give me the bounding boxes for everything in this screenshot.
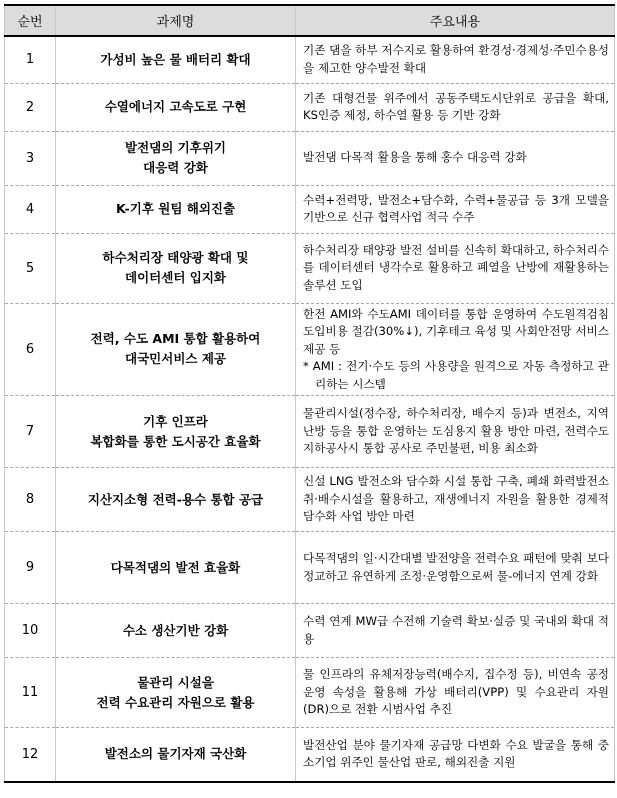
row-title: 다목적댐의 발전 효율화 — [56, 532, 296, 604]
row-number: 8 — [5, 468, 56, 532]
row-title: 수소 생산기반 강화 — [56, 604, 296, 658]
row-title: 가성비 높은 물 배터리 확대 — [56, 36, 296, 83]
row-number: 11 — [5, 658, 56, 728]
row-footnote: * AMI : 전기·수도 등의 사용량을 원격으로 자동 측정하고 관리하는 시스템 — [303, 359, 609, 391]
table-row — [5, 532, 615, 604]
row-description: 발전산업 분야 물기자재 공급망 다변화 수요 발굴을 통해 중소기업 위주인 물산업 판로, 해외진출 지원 — [296, 728, 615, 782]
row-description: 물 인프라의 유체저장능력(배수지, 집수정 등), 비연속 공정 운영 속성을 활용해 가상 배터리(VPP) 및 수요관리 자원(DR)으로 전환 시범사업 추진 — [296, 658, 615, 728]
table-row — [5, 185, 615, 233]
table-row — [5, 468, 615, 532]
row-number: 5 — [5, 233, 56, 303]
row-description: 수력 연계 MW급 수전해 기술력 확보·실증 및 국내외 확대 적용 — [296, 604, 615, 658]
row-number: 6 — [5, 303, 56, 396]
table-row — [5, 131, 615, 185]
row-description: 하수처리장 태양광 발전 설비를 신속히 확대하고, 하수처리수를 데이터센터 냉각수로 활용하고 폐열을 난방에 재활용하는 솔루션 도입 — [296, 233, 615, 303]
table-row — [5, 728, 615, 782]
row-title: 발전소의 물기자재 국산화 — [56, 728, 296, 782]
table-row — [5, 396, 615, 468]
row-description: 발전댐 다목적 활용을 통해 홍수 대응력 강화 — [296, 131, 615, 185]
row-number: 7 — [5, 396, 56, 468]
row-description: 기존 댐을 하부 저수지로 활용하여 환경성·경제성·주민수용성을 제고한 양수발전 확대 — [296, 36, 615, 83]
row-description: 기존 대형건물 위주에서 공동주택도시단위로 공급을 확대, KS인증 제정, 하수열 활용 등 기반 강화 — [296, 83, 615, 131]
row-description: 다목적댐의 일·시간대별 발전양을 전력수요 패턴에 맞춰 보다 정교하고 유연하게 조정·운영함으로써 물-에너지 연계 강화 — [296, 532, 615, 604]
task-table-container — [4, 4, 614, 783]
row-title: 전력, 수도 AMI 통합 활용하여 대국민서비스 제공 — [56, 303, 296, 396]
row-description-text: 한전 AMI와 수도AMI 데이터를 통합 운영하여 수도원격검침 도입비용 절감(30%↓), 기후테크 육성 및 사회안전망 서비스 제공 등 — [303, 306, 609, 356]
header-main-content: 주요내용 — [296, 5, 615, 36]
row-title: 하수처리장 태양광 확대 및 데이터센터 입지화 — [56, 233, 296, 303]
row-number: 12 — [5, 728, 56, 782]
table-header-row — [5, 5, 615, 36]
row-title: K-기후 원팀 해외진출 — [56, 185, 296, 233]
row-description: 수력+전력망, 발전소+담수화, 수력+물공급 등 3개 모델을 기반으로 신규 협력사업 적극 수주 — [296, 185, 615, 233]
row-number: 4 — [5, 185, 56, 233]
header-number: 순번 — [5, 5, 56, 36]
table-row — [5, 83, 615, 131]
header-task-name: 과제명 — [56, 5, 296, 36]
row-title: 발전댐의 기후위기 대응력 강화 — [56, 131, 296, 185]
row-description: 신설 LNG 발전소와 담수화 시설 통합 구축, 폐쇄 화력발전소 취·배수시설을 활용하고, 재생에너지 자원을 활용한 경제적 담수화 사업 방안 마련 — [296, 468, 615, 532]
table-row — [5, 36, 615, 83]
table-row — [5, 604, 615, 658]
task-table — [4, 4, 615, 783]
row-title: 물관리 시설을 전력 수요관리 자원으로 활용 — [56, 658, 296, 728]
row-title: 지산지소형 전력-용수 통합 공급 — [56, 468, 296, 532]
table-row — [5, 658, 615, 728]
row-title: 수열에너지 고속도로 구현 — [56, 83, 296, 131]
table-row — [5, 233, 615, 303]
row-number: 3 — [5, 131, 56, 185]
row-description: 물관리시설(정수장, 하수처리장, 배수지 등)과 변전소, 지역난방 등을 통합 운영하는 도심용지 활용 방안 마련, 전력수도 지하공사시 통합 공사로 주민불편, 비용 최소화 — [296, 396, 615, 468]
row-number: 10 — [5, 604, 56, 658]
table-row — [5, 303, 615, 396]
row-title: 기후 인프라 복합화를 통한 도시공간 효율화 — [56, 396, 296, 468]
row-number: 9 — [5, 532, 56, 604]
row-number: 1 — [5, 36, 56, 83]
row-number: 2 — [5, 83, 56, 131]
row-description — [296, 303, 615, 396]
